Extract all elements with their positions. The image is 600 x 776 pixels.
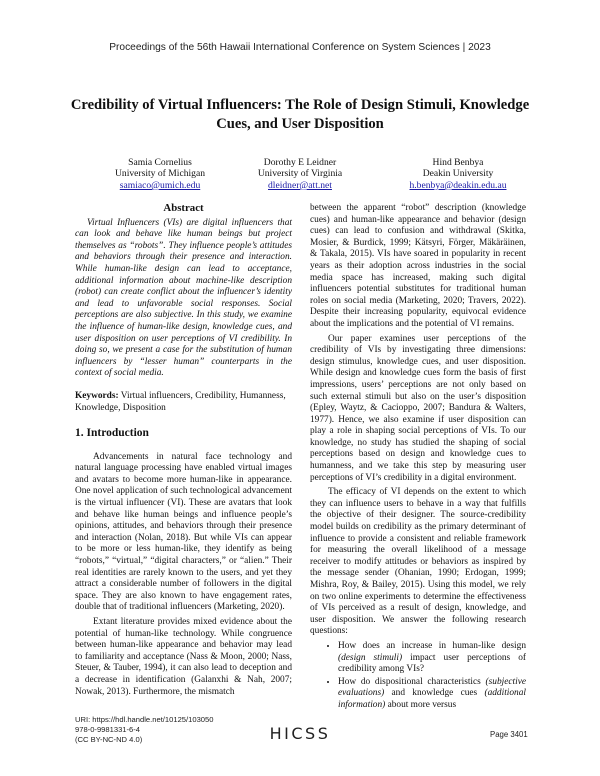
author-affiliation: University of Michigan bbox=[114, 168, 206, 180]
footer-metadata bbox=[75, 715, 213, 744]
author-affiliation: University of Virginia bbox=[257, 168, 343, 180]
keywords-text: Virtual influencers, Credibility, Humanness, Knowledge, Disposition bbox=[75, 390, 286, 413]
research-question-2: • How do dispositional characteristics (subjective evaluations) and knowledge cues (additional information) about more versus bbox=[338, 677, 526, 712]
abstract-text: Virtual Influencers (VIs) are digital influencers that can look and behave like human beings but project themselves as “robots”. They influence people’s attitudes and behaviors through their presence and interaction. While human-like design can lead to acceptance, additional information about machine-like description (robot) can create conflict about the influencer’s identity and lead to unfavorable social responses. Social perceptions are also subjective. In this study, we examine the influence of human-like design, knowledge cues, and user disposition on user perceptions of VI credibility. In doing so, we present a case for the substitution of human influencers by “lesser human” counterparts in the context of social media. bbox=[75, 217, 292, 379]
footer-isbn: 978-0-9981331-6-4 bbox=[75, 724, 141, 734]
intro-paragraph-4: Our paper examines user perceptions of the credibility of VIs by investigating three dimensions: design stimulus, knowledge cues, and user disposition. While design and knowledge cues form the basis of first impressions, users’ perceptions are not only based on such external stimuli but also on the user’s disposition (Epley, Waytz, & Cacioppo, 2007; Bandura & Walters, 1977). Hence, we also examine if user disposition can play a role in shaping social perceptions of VIs. To our knowledge, no study has studied the shaping of social perceptions based on design and knowledge cues to humanness, and we take this step by measuring user perceptions of VI’s credibility in a digital environment. bbox=[310, 333, 526, 483]
intro-paragraph-3: between the apparent “robot” description (knowledge cues) and human-like appearance and behavior (design cues) can lead to confusion and withdrawal (Skitka, Mosier, & Burdick, 1999; Kätsyri, Förger, Mäkäräinen, & Takala, 2015). VIs have soared in popularity in recent years as their adoption across industries in the social media space has increased, making such digital influencers potential substitutes for traditional human roles on social media (Marketing, 2020; Travers, 2022). Despite their increasing popularity, equivocal evidence about the implications and the potential of VI remains. bbox=[310, 203, 526, 329]
author-block-2 bbox=[210, 157, 390, 191]
section-heading-introduction: 1. Introduction bbox=[75, 427, 149, 440]
intro-paragraph-2: Extant literature provides mixed evidence about the potential of human-like technology. While congruence between human-like appearance and behavior may lead to familiarity and acceptance (Nass & Moon, 2000; Nass, Steuer, & Tauber, 1994), it can also lead to deception and a decrease in identification (Galanxhi & Nah, 2007; Nowak, 2013). Furthermore, the mismatch bbox=[75, 617, 292, 697]
keywords-label: Keywords: bbox=[75, 390, 119, 401]
author-email-link[interactable]: dleidner@att.net bbox=[268, 179, 332, 191]
author-name: Samia Cornelius bbox=[128, 157, 192, 168]
intro-paragraph-5: The efficacy of VI depends on the extent to which they can influence users to behave in a way that fulfills the objective of their designer. The source-credibility model builds on credibility as the primary determinant of influence to provide a consistent and reliable framework for measuring the overall likelihood of a message receiver to modify attitudes or behaviors as inspired by the message sender (Ohanian, 1990; Erdogan, 1999; Mishra, Roy, & Bailey, 2015). Using this model, we rely on two online experiments to determine the effectiveness of VIs perceived as a result of design, knowledge, and user disposition. We answer the following research questions: bbox=[310, 487, 526, 637]
research-questions-list bbox=[310, 641, 526, 712]
abstract-heading: Abstract bbox=[163, 202, 204, 214]
footer-license: (CC BY-NC-ND 4.0) bbox=[75, 734, 143, 744]
paper-title: Credibility of Virtual Influencers: The Role of Design Stimuli, Knowledge Cues, and User Disposition bbox=[70, 97, 530, 132]
author-name: Dorothy E Leidner bbox=[263, 157, 337, 168]
research-question-1: • How does an increase in human-like design (design stimuli) impact user perceptions of credibility among VIs? bbox=[338, 641, 526, 676]
footer-uri[interactable]: URI: https://hdl.handle.net/10125/103050 bbox=[75, 715, 214, 724]
keywords bbox=[75, 391, 292, 414]
author-email-link[interactable]: h.benbya@deakin.edu.au bbox=[409, 179, 507, 191]
author-email-link[interactable]: samiaco@umich.edu bbox=[119, 179, 201, 191]
page-number: Page 3401 bbox=[490, 730, 528, 739]
author-name: Hind Benbya bbox=[432, 157, 484, 168]
hicss-logo: HICSS bbox=[269, 724, 331, 743]
conference-header: Proceedings of the 56th Hawaii International Conference on System Sciences | 2023 bbox=[109, 42, 491, 53]
intro-paragraph-1: Advancements in natural face technology and natural language processing have enabled virtual images and avatars to become more human-like in appearance. One novel application of such technological advancement is the virtual influencer (VI). These are avatars that look and behave like human beings and influence people’s opinions, attitudes, and behaviors through their presence and interaction (Nolan, 2018). But while VIs can appear to be more or less human-like, they identify as being “robots,” “virtual,” “digital characters,” or “alien.” Their real identities are rarely known to the users, and yet they attract a considerable number of followers in the digital space. They are also known to have engagement rates, double that of traditional influencers (Marketing, 2020). bbox=[75, 451, 292, 613]
author-affiliation: Deakin University bbox=[422, 168, 494, 180]
author-block-3 bbox=[368, 157, 548, 191]
left-column bbox=[75, 203, 292, 701]
right-column bbox=[310, 203, 526, 713]
